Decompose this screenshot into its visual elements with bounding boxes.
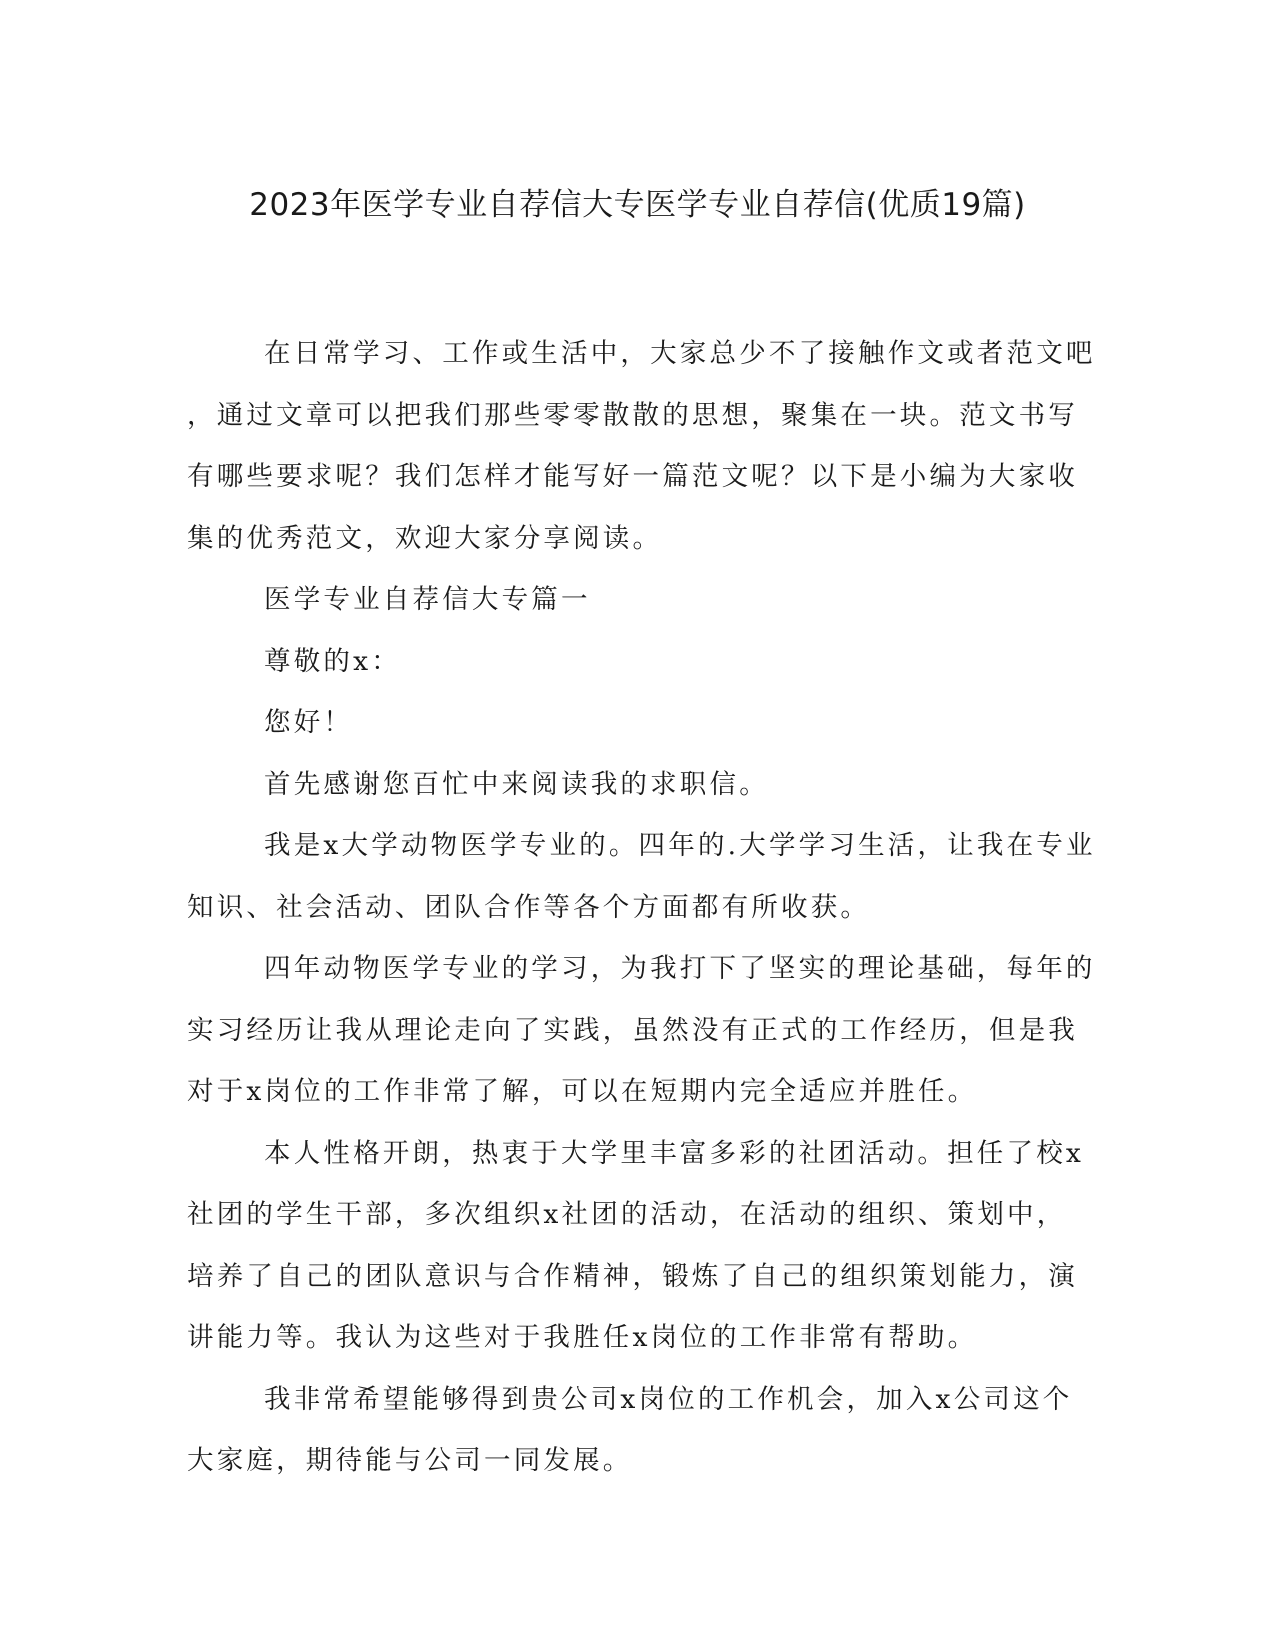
paragraph-line: 我非常希望能够得到贵公司x岗位的工作机会，加入x公司这个 (264, 1383, 1073, 1415)
paragraph-line: 四年动物医学专业的学习，为我打下了坚实的理论基础，每年的 (264, 953, 1096, 984)
section-heading: 医学专业自荐信大专篇一 (264, 584, 591, 615)
paragraph-line: 对于x岗位的工作非常了解，可以在短期内完全适应并胜任。 (187, 1076, 978, 1107)
paragraph-line: 社团的学生干部，多次组织x社团的活动，在活动的组织、策划中， (187, 1199, 1067, 1230)
paragraph-line: 培养了自己的团队意识与合作精神，锻炼了自己的组织策划能力，演 (187, 1260, 1078, 1292)
paragraph-line: 实习经历让我从理论走向了实践，虽然没有正式的工作经历，但是我 (187, 1014, 1078, 1046)
document-body (187, 323, 1096, 1492)
paragraph-line: 讲能力等。我认为这些对于我胜任x岗位的工作非常有帮助。 (187, 1322, 978, 1353)
paragraph-line: 大家庭，期待能与公司一同发展。 (187, 1445, 633, 1476)
paragraph-line: 首先感谢您百忙中来阅读我的求职信。 (264, 768, 769, 800)
document-title: 2023年医学专业自荐信大专医学专业自荐信(优质19篇) (249, 187, 1026, 223)
salutation: 尊敬的x： (264, 645, 401, 677)
paragraph-line: 知识、社会活动、团队合作等各个方面都有所收获。 (187, 891, 871, 923)
paragraph-line: 有哪些要求呢？我们怎样才能写好一篇范文呢？以下是小编为大家收 (187, 461, 1078, 492)
paragraph-line: ，通过文章可以把我们那些零零散散的思想，聚集在一块。范文书写 (187, 399, 1078, 431)
paragraph-line: 我是x大学动物医学专业的。四年的.大学学习生活，让我在专业 (264, 830, 1096, 861)
paragraph-line: 集的优秀范文，欢迎大家分享阅读。 (187, 522, 663, 554)
paragraph-line: 在日常学习、工作或生活中，大家总少不了接触作文或者范文吧 (264, 338, 1096, 369)
greeting: 您好！ (264, 707, 354, 738)
paragraph-line: 本人性格开朗，热衷于大学里丰富多彩的社团活动。担任了校x (264, 1137, 1085, 1169)
